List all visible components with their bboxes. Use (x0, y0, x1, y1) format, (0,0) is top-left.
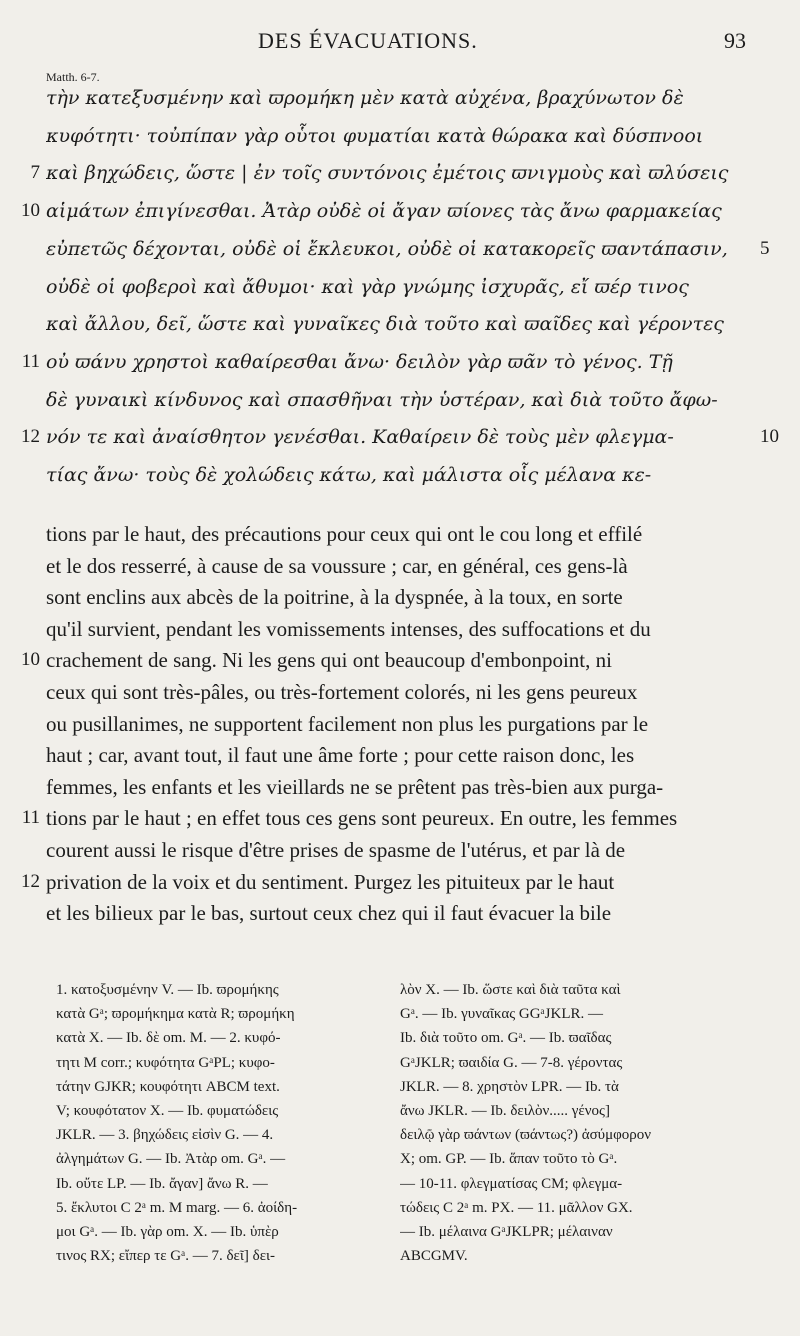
line-number-left: 12 (21, 426, 40, 448)
footnote-line: JKLR. — 8. χρηστὸν LPR. — Ib. τὰ (400, 1078, 619, 1095)
line-number-left: 12 (21, 870, 40, 892)
footnote-line: ἀλγημάτων G. — Ib. Ἀτὰρ om. Gᵃ. — (56, 1151, 286, 1168)
footnote-line: τητι M corr.; κυφότητα GᵃPL; κυφο- (56, 1054, 275, 1071)
french-text-line: ceux qui sont très-pâles, ou très-fortement colorés, ni les gens peureux (46, 680, 638, 704)
line-number-right: 10 (760, 426, 779, 448)
footnote-line: — 10-11. φλεγματίσας CM; φλεγμα- (400, 1175, 623, 1192)
french-text-line: crachement de sang. Ni les gens qui ont beaucoup d'embonpoint, ni (46, 648, 612, 673)
french-text-line: ou pusillanimes, ne supportent facilement non plus les purgations par le (46, 711, 649, 736)
french-text-line: tions par le haut ; en effet tous ces gens sont peureux. En outre, les femmes (46, 806, 678, 831)
french-text-line: courent aussi le risque d'être prises de spasme de l'utérus, et par là de (46, 838, 626, 862)
footnote-line: ἄνω JKLR. — Ib. δειλὸν..... γένος] (400, 1102, 610, 1119)
footnote-line: GᵃJKLR; ϖαιδία G. — 7-8. γέροντας (400, 1054, 623, 1071)
footnote-line: Ib. οὔτε LP. — Ib. ἄγαν] ἄνω R. — (56, 1175, 268, 1192)
french-text-line: sont enclins aux abcès de la poitrine, à la dyspnée, à la toux, en sorte (46, 585, 623, 610)
footnote-line: JKLR. — 3. βηχώδεις εἰσὶν G. — 4. (56, 1127, 274, 1144)
footnotes-left-column (56, 978, 392, 1268)
greek-text-line: τὴν κατεξυσμένην καὶ ϖρομήκη μὲν κατὰ αὐχένα, βραχύνωτον δὲ (46, 87, 684, 109)
french-text-line: femmes, les enfants et les vieillards ne se prêtent pas très-bien aux purga- (46, 774, 664, 799)
french-text-line: haut ; car, avant tout, il faut une âme forte ; pour cette raison donc, les (46, 743, 635, 768)
greek-text-line: τίας ἄνω· τοὺς δὲ χολώδεις κάτω, καὶ μάλιστα οἷς μέλανα κε- (46, 464, 652, 486)
greek-text-line: αἱμάτων ἐπιγίνεσθαι. Ἀτὰρ οὐδὲ οἱ ἄγαν ϖίονες τὰς ἄνω φαρμακείας (46, 200, 722, 223)
french-text-line: et les bilieux par le bas, surtout ceux chez qui il faut évacuer la bile (46, 901, 612, 926)
footnote-line: δειλῷ γὰρ ϖάντων (ϖάντως?) ἀσύμφορον (400, 1127, 652, 1144)
footnote-line: κατὰ Gᵃ; ϖρομήκημα κατὰ R; ϖρομήκη (56, 1006, 295, 1023)
footnote-line: λὸν X. — Ib. ὥστε καὶ διὰ ταῦτα καὶ (400, 982, 621, 998)
french-text-line: privation de la voix et du sentiment. Purgez les pituiteux par le haut (46, 869, 615, 894)
greek-text-line: καὶ ἄλλου, δεῖ, ὥστε καὶ γυναῖκες διὰ τοῦτο καὶ ϖαῖδες καὶ γέροντες (46, 313, 724, 336)
footnote-line: μοι Gᵃ. — Ib. γὰρ om. X. — Ib. ὑπὲρ (56, 1223, 279, 1240)
french-text-line: qu'il survient, pendant les vomissements intenses, des suffocations et du (46, 616, 651, 641)
line-number-left: 11 (21, 350, 40, 372)
footnote-line: 5. ἔκλυτοι C 2ᵃ m. M marg. — 6. ἀοίδη- (56, 1199, 298, 1216)
footnote-line: ABCGMV. (400, 1248, 468, 1265)
french-text-line: et le dos resserré, à cause de sa voussure ; car, en général, ces gens-là (46, 553, 628, 578)
greek-text-line: οὐ ϖάνυ χρηστοὶ καθαίρεσθαι ἄνω· δειλὸν γὰρ ϖᾶν τὸ γένος. Τῇ (46, 350, 673, 373)
footnotes-right-column (400, 978, 736, 1268)
footnote-line: Gᵃ. — Ib. γυναῖκας GGᵃJKLR. — (400, 1006, 603, 1023)
page-number: 93 (724, 28, 746, 53)
footnote-line: Ib. διὰ τοῦτο om. Gᵃ. — Ib. ϖαῖδας (400, 1030, 612, 1047)
greek-text-line: νόν τε καὶ ἀναίσθητον γενέσθαι. Καθαίρειν δὲ τοὺς μὲν φλεγμα- (46, 426, 674, 449)
footnote-line: — Ib. μέλαινα GᵃJKLPR; μέλαιναν (400, 1223, 613, 1240)
footnote-line: τώδεις C 2ᵃ m. PX. — 11. μᾶλλον GX. (400, 1199, 633, 1216)
line-number-left: 7 (30, 162, 40, 184)
greek-text-line: καὶ βηχώδεις, ὥστε | ἐν τοῖς συντόνοις ἐμέτοις ϖνιγμοὺς καὶ ϖλύσεις (46, 162, 729, 185)
line-number-left: 10 (21, 649, 40, 671)
greek-text-line: εὐπετῶς δέχονται, οὐδὲ οἱ ἔκλευκοι, οὐδὲ οἱ κατακορεῖς ϖαντάπασιν, (46, 237, 728, 260)
greek-text-line: οὐδὲ οἱ φοβεροὶ καὶ ἄθυμοι· καὶ γὰρ γνώμης ἰσχυρᾶς, εἴ ϖέρ τινος (46, 275, 689, 298)
running-title: DES ÉVACUATIONS. (258, 28, 478, 53)
line-number-right: 5 (760, 237, 770, 259)
greek-text-line: δὲ γυναικὶ κίνδυνος καὶ σπασθῆναι τὴν ὑστέραν, καὶ διὰ τοῦτο ἄφω- (46, 388, 718, 411)
footnote-line: X; om. GP. — Ib. ἅπαν τοῦτο τὸ Gᵃ. (400, 1151, 618, 1168)
footnote-line: τινος RX; εἴπερ τε Gᵃ. — 7. δεῖ] δει- (56, 1248, 276, 1265)
footnote-line: 1. κατοξυσμένην V. — Ib. ϖρομήκης (56, 982, 279, 998)
line-number-left: 10 (21, 200, 40, 222)
footnote-line: V; κουφότατον X. — Ib. φυματώδεις (56, 1102, 279, 1119)
footnote-line: κατὰ X. — Ib. δὲ om. M. — 2. κυφό- (56, 1030, 281, 1047)
greek-text-line: κυφότητι· τοὐπίπαν γὰρ οὗτοι φυματίαι κατὰ θώρακα καὶ δύσπνοοι (46, 124, 704, 147)
footnote-line: τάτην GJKR; κουφότητι ABCM text. (56, 1078, 280, 1095)
french-text-line: tions par le haut, des précautions pour ceux qui ont le cou long et effilé (46, 522, 643, 546)
line-number-left: 11 (21, 807, 40, 829)
source-reference: Matth. 6-7. (46, 70, 100, 84)
